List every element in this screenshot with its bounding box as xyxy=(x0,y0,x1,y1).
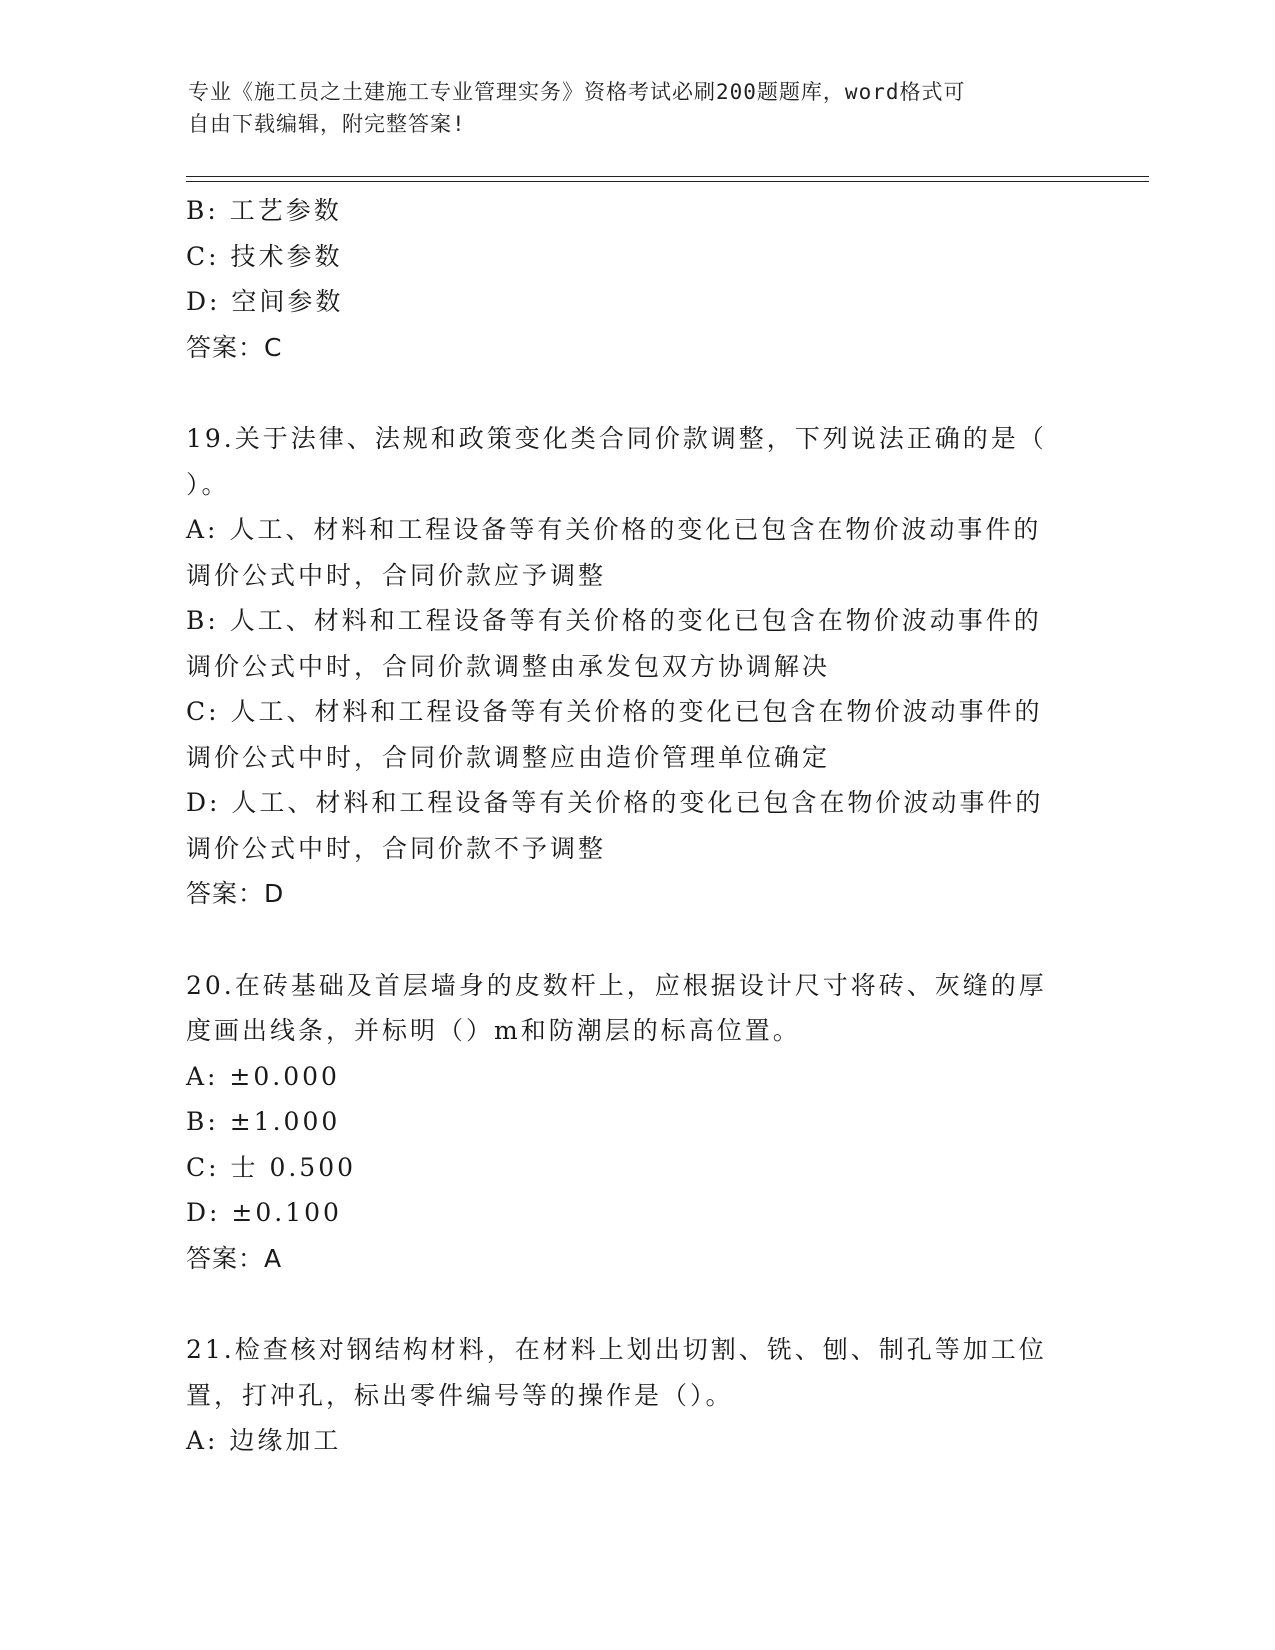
document-body xyxy=(186,188,1086,1464)
option-a: A: 人工、材料和工程设备等有关价格的变化已包含在物价波动事件的 xyxy=(186,515,1042,544)
option-c: 调价公式中时，合同价款调整应由造价管理单位确定 xyxy=(186,742,831,772)
option-b: 调价公式中时，合同价款调整由承发包双方协调解决 xyxy=(186,651,831,681)
option-b: B: 人工、材料和工程设备等有关价格的变化已包含在物价波动事件的 xyxy=(186,606,1042,635)
spacer xyxy=(186,1281,1086,1327)
option-c: C: 人工、材料和工程设备等有关价格的变化已包含在物价波动事件的 xyxy=(186,697,1043,726)
option-d: D: ±0.100 xyxy=(186,1198,342,1227)
question-stem: 19.关于法律、法规和政策变化类合同价款调整，下列说法正确的是（ xyxy=(186,424,1047,453)
option-a: 调价公式中时，合同价款应予调整 xyxy=(186,560,607,590)
question-stem: 21.检查核对钢结构材料，在材料上划出切割、铣、刨、制孔等加工位 xyxy=(186,1335,1047,1364)
option-d: 调价公式中时，合同价款不予调整 xyxy=(186,833,607,863)
answer-line: 答案：C xyxy=(186,332,283,362)
option-a: A: ±0.000 xyxy=(186,1061,340,1091)
question-19 xyxy=(186,416,1086,917)
spacer xyxy=(186,917,1086,963)
option-d: D: 空间参数 xyxy=(186,287,344,316)
question-stem: 置，打冲孔，标出零件编号等的操作是（）。 xyxy=(186,1380,734,1410)
option-c: C: 士 0.500 xyxy=(186,1152,357,1182)
question-18-continued xyxy=(186,188,1086,370)
document-header xyxy=(188,76,1068,140)
question-stem: 20.在砖基础及首层墙身的皮数杆上，应根据设计尺寸将砖、灰缝的厚 xyxy=(186,970,1047,1000)
spacer xyxy=(186,370,1086,416)
question-stem: 度画出线条，并标明（）m和防潮层的标高位置。 xyxy=(186,1016,801,1045)
header-rule-top xyxy=(186,176,1149,177)
option-b: B: 工艺参数 xyxy=(186,196,342,225)
option-a: A: 边缘加工 xyxy=(186,1426,342,1455)
answer-line: 答案：A xyxy=(186,1243,283,1273)
question-20 xyxy=(186,963,1086,1282)
header-title-line-1: 专业《施工员之土建施工专业管理实务》资格考试必刷200题题库，word格式可 xyxy=(188,80,966,104)
option-c: C: 技术参数 xyxy=(186,241,343,271)
header-title-line-2: 自由下载编辑，附完整答案! xyxy=(188,112,466,136)
header-rule-bottom xyxy=(186,181,1149,182)
option-d: D: 人工、材料和工程设备等有关价格的变化已包含在物价波动事件的 xyxy=(186,788,1044,817)
question-stem: ）。 xyxy=(186,469,230,499)
answer-line: 答案：D xyxy=(186,879,285,908)
question-21 xyxy=(186,1327,1086,1464)
option-b: B: ±1.000 xyxy=(186,1107,341,1136)
